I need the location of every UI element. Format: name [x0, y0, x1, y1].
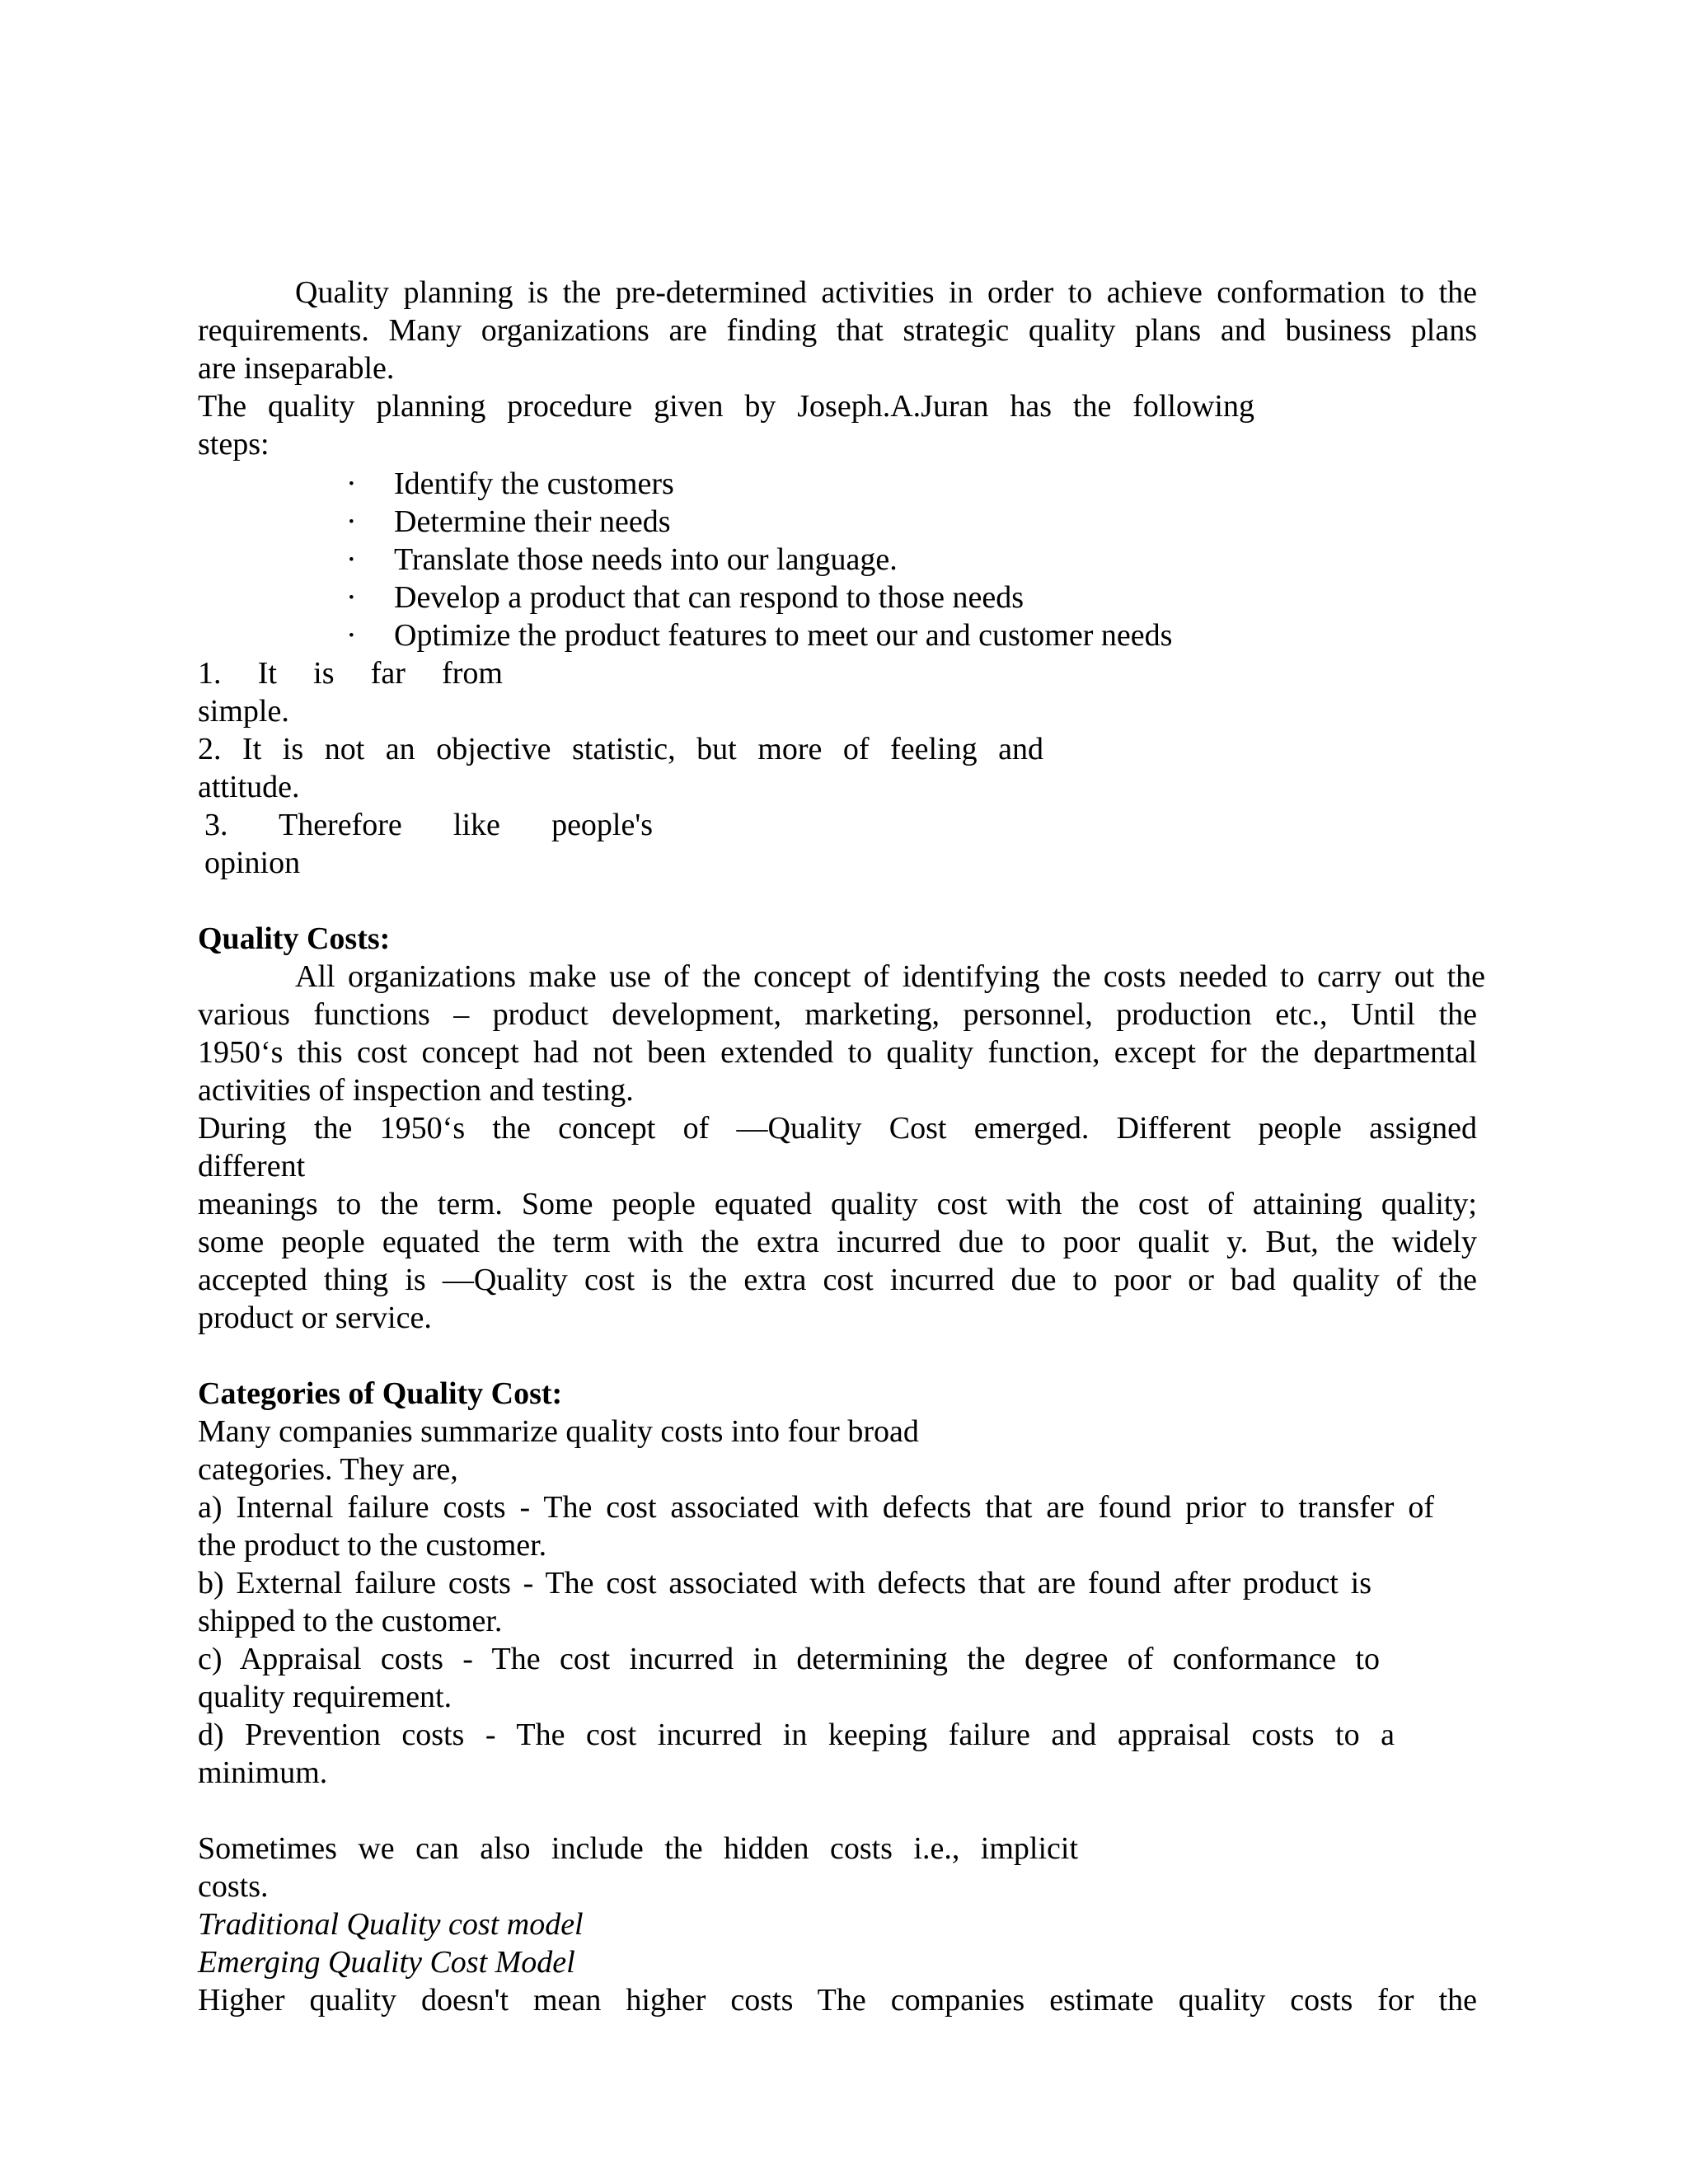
bullet-dot: · [346, 580, 357, 615]
bullet-dot: · [346, 542, 357, 577]
intro-line-1: Quality planning is the pre-determined activities in order to achieve conformation to the [295, 275, 1477, 310]
closing-line: Higher quality doesn't mean higher costs The companies estimate quality costs for the [198, 1983, 1477, 2018]
hidden-costs-line-2: costs. [198, 1869, 269, 1904]
juran-line-2: steps: [198, 427, 270, 462]
quality-costs-p2-line-5: accepted thing is ―Quality cost is the extra cost incurred due to poor or bad quality of the [198, 1263, 1477, 1297]
numbered-item-3-line-2: opinion [204, 846, 301, 880]
quality-costs-p1-line-2: various functions – product development, marketing, personnel, production etc., Until the [198, 997, 1477, 1032]
numbered-item-2-line-1: 2. It is not an objective statistic, but more of feeling and [198, 732, 1043, 766]
bullet-dot: · [346, 504, 357, 539]
emerging-model-title: Emerging Quality Cost Model [198, 1945, 575, 1980]
step-item: Translate those needs into our language. [394, 542, 898, 577]
intro-line-3: are inseparable. [198, 351, 395, 386]
step-item: Develop a product that can respond to those needs [394, 580, 1024, 615]
category-c-line-2: quality requirement. [198, 1680, 452, 1714]
section-heading-quality-costs: Quality Costs: [198, 921, 391, 956]
traditional-model-title: Traditional Quality cost model [198, 1907, 584, 1942]
quality-costs-p2-line-2: different [198, 1149, 306, 1183]
quality-costs-p1-line-1: All organizations make use of the concept of identifying the costs needed to carry out the [295, 959, 1485, 994]
intro-line-2: requirements. Many organizations are finding that strategic quality plans and business plans [198, 313, 1477, 348]
numbered-item-1-line-2: simple. [198, 694, 289, 729]
numbered-item-2-line-2: attitude. [198, 770, 300, 804]
category-a-line-2: the product to the customer. [198, 1528, 547, 1563]
category-d-line-1: d) Prevention costs - The cost incurred in keeping failure and appraisal costs to a [198, 1718, 1395, 1752]
quality-costs-p1-line-3: 1950‘s this cost concept had not been extended to quality function, except for the departmental [198, 1035, 1477, 1070]
category-b-line-1: b) External failure costs - The cost associated with defects that are found after product is [198, 1566, 1372, 1601]
categories-intro-line-2: categories. They are, [198, 1452, 458, 1487]
bullet-dot: · [346, 466, 357, 501]
quality-costs-p2-line-1: During the 1950‘s the concept of ―Quality Cost emerged. Different people assigned [198, 1111, 1477, 1146]
category-d-line-2: minimum. [198, 1755, 328, 1790]
numbered-item-1-line-1: 1. It is far from [198, 656, 503, 691]
section-heading-categories: Categories of Quality Cost: [198, 1376, 563, 1411]
bullet-dot: · [346, 618, 357, 653]
step-item: Determine their needs [394, 504, 671, 539]
categories-intro-line-1: Many companies summarize quality costs into four broad [198, 1414, 919, 1449]
step-item: Optimize the product features to meet our and customer needs [394, 618, 1173, 653]
category-a-line-1: a) Internal failure costs - The cost associated with defects that are found prior to transfer of [198, 1490, 1434, 1525]
category-b-line-2: shipped to the customer. [198, 1604, 503, 1638]
quality-costs-p2-line-4: some people equated the term with the extra incurred due to poor qualit y. But, the widely [198, 1225, 1477, 1259]
quality-costs-p1-line-4: activities of inspection and testing. [198, 1073, 634, 1108]
hidden-costs-line-1: Sometimes we can also include the hidden costs i.e., implicit [198, 1831, 1078, 1866]
step-item: Identify the customers [394, 466, 674, 501]
quality-costs-p2-line-3: meanings to the term. Some people equated quality cost with the cost of attaining quality; [198, 1187, 1477, 1221]
category-c-line-1: c) Appraisal costs - The cost incurred in determining the degree of conformance to [198, 1642, 1380, 1676]
numbered-item-3-line-1: 3. Therefore like people's [204, 808, 653, 842]
quality-costs-p2-line-6: product or service. [198, 1301, 432, 1335]
juran-line-1: The quality planning procedure given by Joseph.A.Juran has the following [198, 389, 1254, 424]
